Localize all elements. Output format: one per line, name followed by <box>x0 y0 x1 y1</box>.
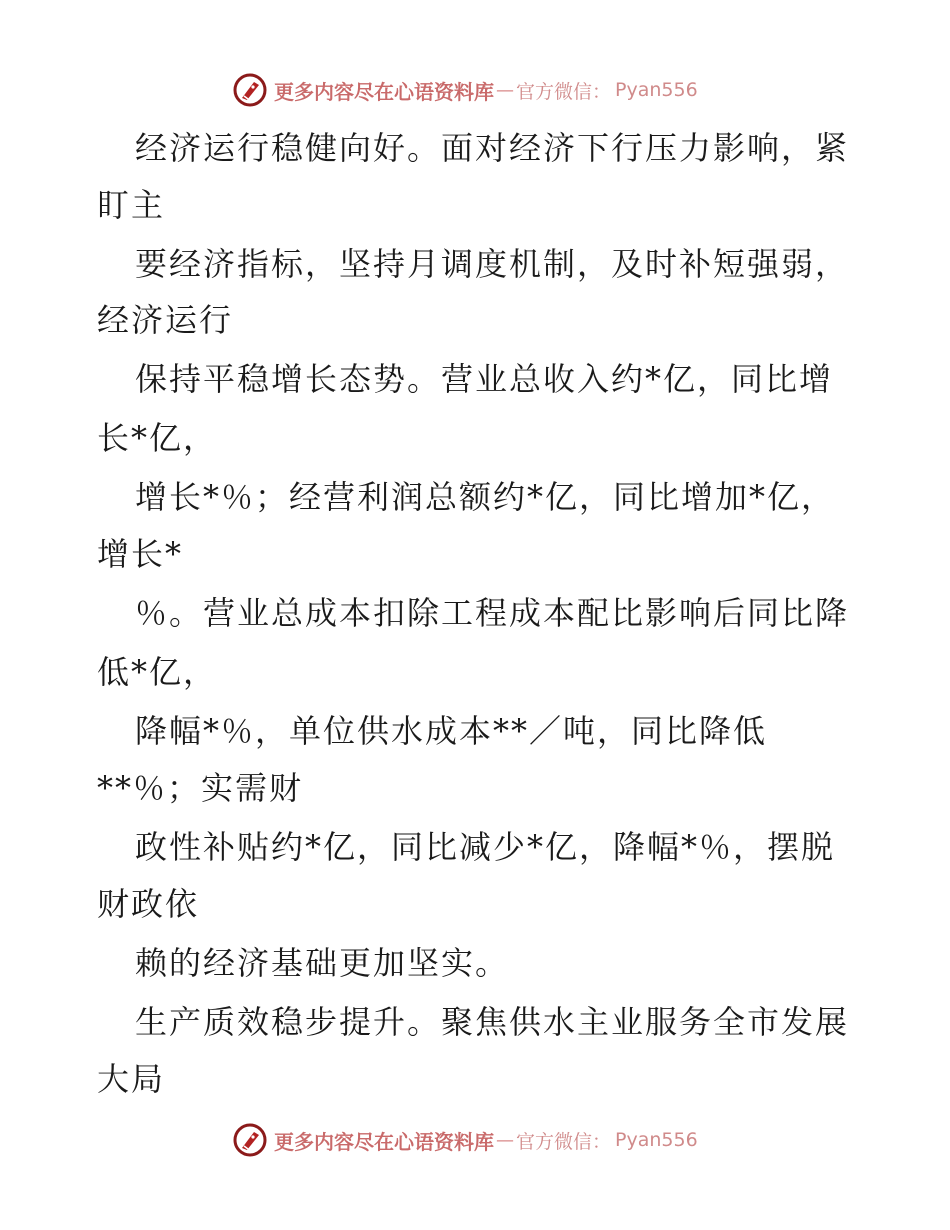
text-line: 财政依 <box>97 885 200 923</box>
text-line: 低*亿， <box>97 653 218 691</box>
text-line: 政性补贴约*亿，同比减少*亿，降幅*％，摆脱 <box>135 828 836 866</box>
text-line: 增长*％；经营利润总额约*亿，同比增加*亿， <box>135 478 836 516</box>
text-line: ％。营业总成本扣除工程成本配比影响后同比降 <box>135 594 850 632</box>
pen-nib-circle-icon <box>232 72 268 108</box>
text-line: 经济运行 <box>97 301 234 339</box>
brand-text: 更多内容尽在心语资料库 <box>274 79 494 104</box>
text-line: 盯主 <box>97 186 166 224</box>
brand-text: 更多内容尽在心语资料库 <box>274 1129 494 1154</box>
separator-dash: — <box>496 1129 514 1151</box>
text-line: **％；实需财 <box>97 769 304 807</box>
footer-banner <box>232 1120 698 1160</box>
text-line: 要经济指标，坚持月调度机制，及时补短强弱， <box>135 245 850 283</box>
text-line: 赖的经济基础更加坚实。 <box>135 944 510 982</box>
wechat-label: 官方微信： <box>516 80 612 103</box>
text-line: 长*亿， <box>97 419 218 457</box>
pen-nib-circle-icon <box>232 1122 268 1158</box>
text-line: 增长* <box>97 535 184 573</box>
separator-dash: — <box>496 79 514 101</box>
header-banner <box>232 70 698 110</box>
text-line: 保持平稳增长态势。营业总收入约*亿，同比增 <box>135 360 834 398</box>
wechat-id: Pyan556 <box>615 79 698 101</box>
wechat-label: 官方微信： <box>516 1130 612 1153</box>
text-line: 大局 <box>97 1060 166 1098</box>
text-line: 降幅*％，单位供水成本**／吨，同比降低 <box>135 712 768 750</box>
text-line: 经济运行稳健向好。面对经济下行压力影响，紧 <box>135 129 850 167</box>
wechat-id: Pyan556 <box>615 1129 698 1151</box>
text-line: 生产质效稳步提升。聚焦供水主业服务全市发展 <box>135 1003 850 1041</box>
